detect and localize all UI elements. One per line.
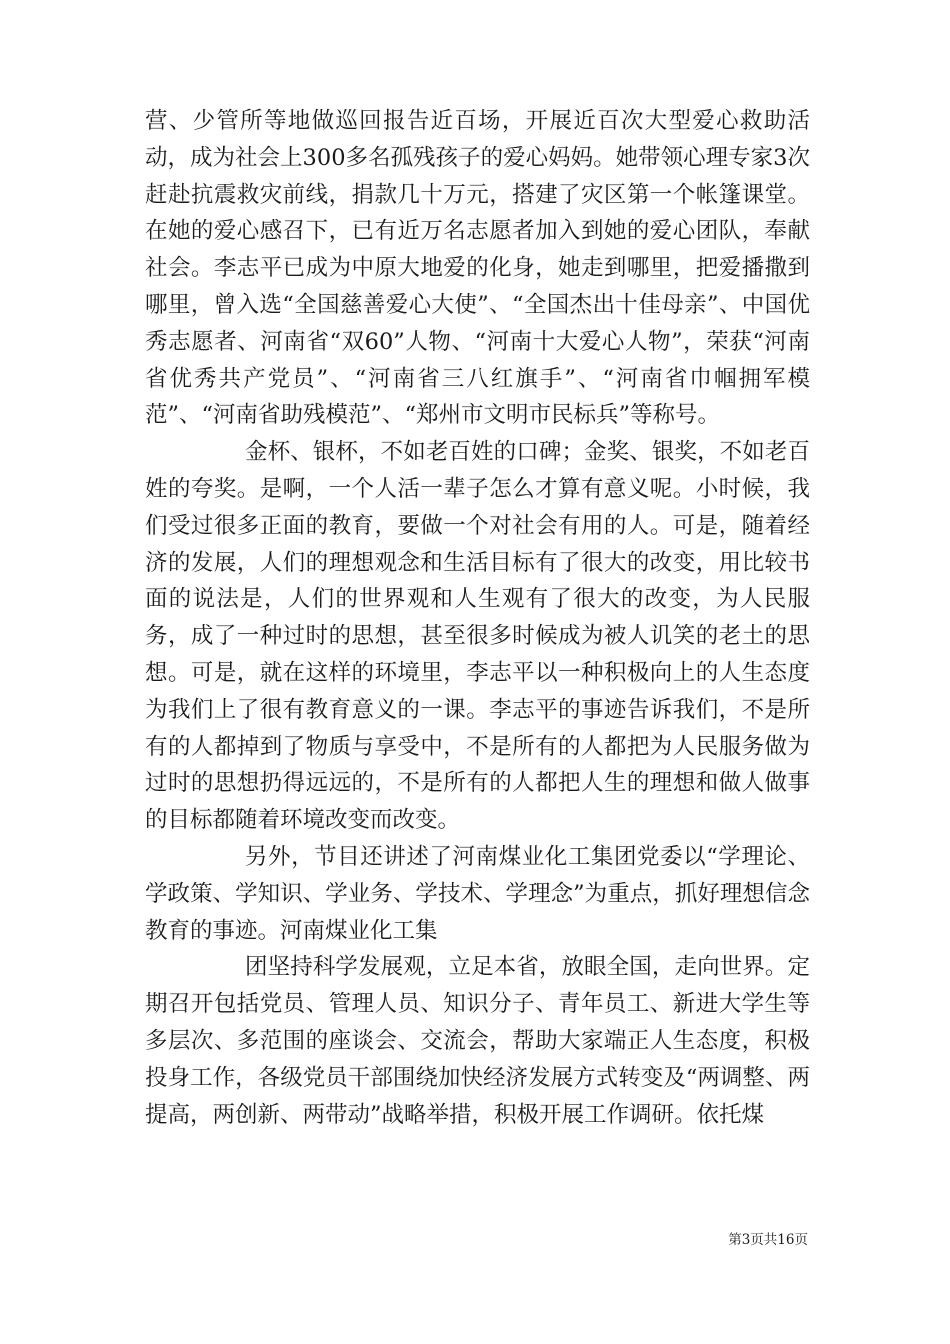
paragraph-4: 团坚持科学发展观，立足本省，放眼全国，走向世界。定期召开包括党员、管理人员、知识分子、青年员工、新进大学生等多层次、多范围的座谈会、交流会，帮助大家端正人生态度，积极投身工作，各级党员干部围绕加快经济发展方式转变及“两调整、两提高，两创新、两带动”战略举措，积极开展工作调研。依托煤 bbox=[145, 954, 810, 1128]
page-number-footer: 第3页共16页 bbox=[728, 1232, 808, 1248]
paragraph-1: 营、少管所等地做巡回报告近百场，开展近百次大型爱心救助活动，成为社会上300多名孤残孩子的爱心妈妈。她带领心理专家3次赶赴抗震救灾前线，捐款几十万元，搭建了灾区第一个帐篷课堂。在她的爱心感召下，已有近万名志愿者加入到她的爱心团队，奉献社会。李志平已成为中原大地爱的化身，她走到哪里，把爱播撒到哪里，曾入选“全国慈善爱心大使”、“全国杰出十佳母亲”、中国优秀志愿者、河南省“双60”人物、“河南十大爱心人物”，荣获“河南省优秀共产党员”、“河南省三八红旗手”、“河南省巾帼拥军模范”、“河南省助残模范”、“郑州市文明市民标兵”等称号。 bbox=[145, 108, 810, 429]
body-text bbox=[145, 103, 810, 1133]
paragraph-2: 金杯、银杯，不如老百姓的口碑；金奖、银奖，不如老百姓的夸奖。是啊，一个人活一辈子怎么才算有意义呢。小时候，我们受过很多正面的教育，要做一个对社会有用的人。可是，随着经济的发展，人们的理想观念和生活目标有了很大的改变，用比较书面的说法是，人们的世界观和人生观有了很大的改变，为人民服务，成了一种过时的思想，甚至很多时候成为被人讥笑的老土的思想。可是，就在这样的环境里，李志平以一种积极向上的人生态度为我们上了很有教育意义的一课。李志平的事迹告诉我们，不是所有的人都掉到了物质与享受中，不是所有的人都把为人民服务做为过时的思想扔得远远的，不是所有的人都把人生的理想和做人做事的目标都随着环境改变而改变。 bbox=[145, 439, 810, 834]
paragraph-3: 另外，节目还讲述了河南煤业化工集团党委以“学理论、学政策、学知识、学业务、学技术、学理念”为重点，抓好理想信念教育的事迹。河南煤业化工集 bbox=[145, 843, 810, 944]
